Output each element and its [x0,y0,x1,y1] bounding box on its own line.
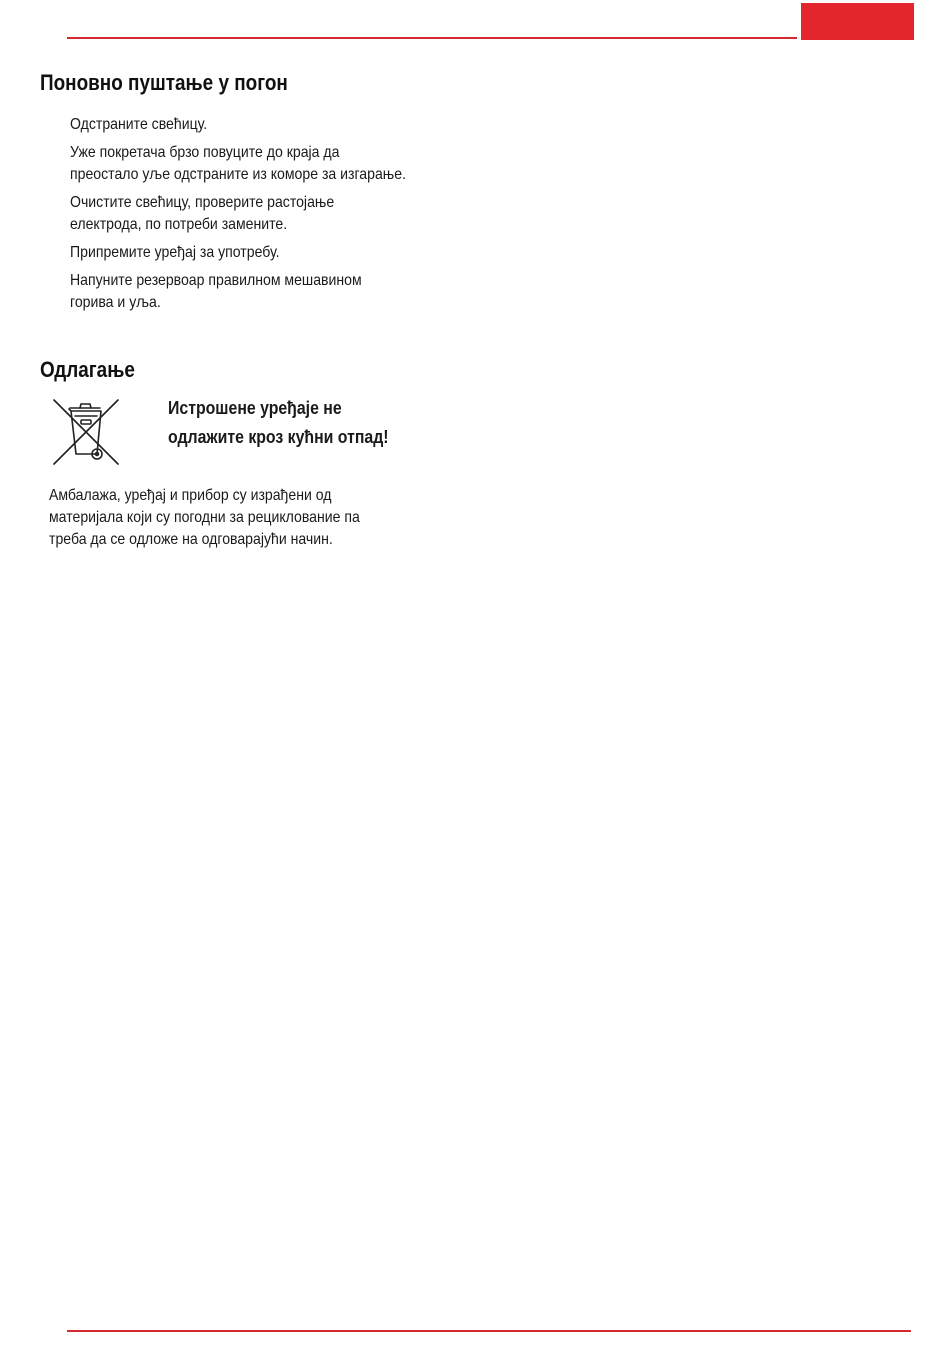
step-text: Припремите уређај за употребу. [70,244,280,261]
step-text: Очистите свећицу, проверите растојање електрода, по потреби замените. [70,194,335,233]
section-title-disposal: Одлагање [40,357,135,382]
restart-steps-list [70,114,510,320]
list-item [70,270,492,314]
list-item [70,142,492,186]
list-item [70,114,492,136]
page-corner-tab [801,3,914,40]
step-text: Напуните резервоар правилном мешавином горива и уља. [70,272,362,311]
disposal-warning: Истрошене уређаје не одлажите кроз кућни отпад! [168,398,389,447]
list-item [70,192,492,236]
footer-rule [67,1330,911,1332]
step-text: Одстраните свећицу. [70,116,208,133]
step-text: Уже покретача брзо повуците до краја да преостало уље одстраните из коморе за изгарање. [70,144,406,183]
disposal-description: Амбалажа, уређај и прибор су израђени од материјала који су погодни за рециклование па треба да се одложе на одговарајући начин. [49,487,360,548]
section-title-restart: Поновно пуштање у погон [40,70,288,95]
crossed-out-wheelie-bin-icon [50,396,122,468]
header-rule [67,37,797,39]
list-item [70,242,492,264]
